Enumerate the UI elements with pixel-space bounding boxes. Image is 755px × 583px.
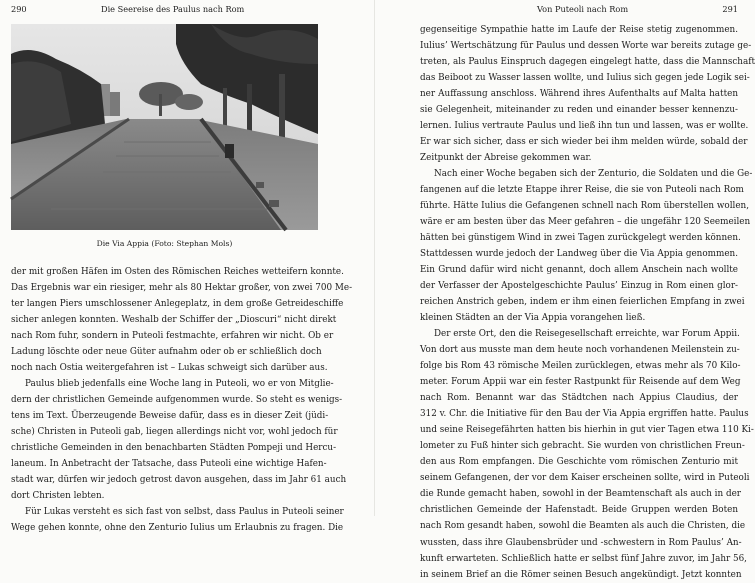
text-line: Das Ergebnis war ein riesiger, mehr als 80 Hektar großer, von zwei 700 Me- xyxy=(11,283,353,294)
text-line: das Beiboot zu Wasser lassen wollte, und Iulius sich gegen jede Logik sei- xyxy=(420,73,750,84)
text-line: und seine Reisegefährten hatten bis hierhin in gut vier Tagen etwa 110 Ki- xyxy=(420,425,754,436)
text-line: nach Rom gesandt haben, sowohl die Beamten als auch die Christen, die xyxy=(420,521,746,532)
text-line: gegenseitige Sympathie hatte im Laufe der Reise stetig zugenommen. xyxy=(420,25,738,35)
text-line: 312 v. Chr. die Initiative für den Bau der Via Appia ergriffen hatte. Paulus xyxy=(420,409,749,420)
text-line: lometer zu Fuß hinter sich gebracht. Sie wurden von christlichen Freun- xyxy=(420,441,745,452)
text-line: treten, als Paulus Einspruch dagegen eingelegt hatte, dass die Mannschaft xyxy=(420,57,755,68)
text-line: christliche Gemeinden in den benachbarten Städten Pompeji und Hercu- xyxy=(11,443,337,454)
text-line: stadt war, dürfen wir jedoch getrost davon ausgehen, dass im Jahr 61 auch xyxy=(11,475,347,486)
text-line: Iulius’ Wertschätzung für Paulus und dessen Worte war bereits zutage ge- xyxy=(420,41,752,52)
text-line: wussten, dass ihre Glaubensbrüder und -schwestern in Rom Paulus’ An- xyxy=(420,537,742,548)
text-line: ner Auffassung anschloss. Während ihres Aufenthalts auf Malta hatten xyxy=(420,89,738,100)
right-page xyxy=(375,0,755,580)
text-line: sie Gelegenheit, miteinander zu reden und einander besser kennenzu- xyxy=(420,105,738,116)
text-line: laneum. In Anbetracht der Tatsache, dass Puteoli eine wichtige Hafen- xyxy=(11,459,327,470)
text-line: sche) Christen in Puteoli gab, liegen allerdings nicht vor, wohl jedoch für xyxy=(11,427,338,438)
text-line: Paulus blieb jedenfalls eine Woche lang in Puteoli, wo er von Mitglie- xyxy=(25,379,334,390)
page-number: 291 xyxy=(722,4,738,14)
text-line: reichen Anstrich geben, indem er ihm einen feierlichen Empfang in zwei xyxy=(420,297,745,308)
text-line: dern der christlichen Gemeinde aufgenommen wurde. So steht es wenigs- xyxy=(11,395,343,406)
text-line: sicher anlegen konnten. Weshalb der Schiffer der „Dioscuri“ nicht direkt xyxy=(11,315,337,326)
text-line: in seinem Brief an die Römer seinen Besuch angekündigt. Jetzt konnten xyxy=(420,569,742,580)
text-line: christlichen Gemeinde der Hafenstadt. Beide Gruppen werden Boten xyxy=(420,505,738,516)
text-line: Wege gehen konnte, ohne den Zenturio Iulius um Erlaubnis zu fragen. Die xyxy=(11,523,344,534)
text-line: hätten bei günstigem Wind in zwei Tagen zurückgelegt werden können. xyxy=(420,233,741,244)
text-line: Stattdessen wurde jedoch der Landweg über die Via Appia genommen. xyxy=(420,249,738,260)
running-head: Von Puteoli nach Rom xyxy=(537,4,629,14)
text-line: nach Rom fuhr, sondern in Puteoli festmachte, erfahren wir nicht. Ob er xyxy=(11,331,334,342)
text-line: Zeitpunkt der Abreise gekommen war. xyxy=(420,153,592,164)
text-line: Für Lukas versteht es sich fast von selbst, dass Paulus in Puteoli seiner xyxy=(25,507,344,518)
page-number: 290 xyxy=(11,4,27,14)
text-line: Der erste Ort, den die Reisegesellschaft erreichte, war Forum Appii. xyxy=(434,329,740,340)
text-line: kunft erwarteten. Schließlich hatte er selbst fünf Jahre zuvor, im Jahr 56, xyxy=(420,553,747,564)
text-line: Er war sich sicher, dass er sich wieder bei ihm melden würde, sobald der xyxy=(420,137,748,148)
text-line: noch nach Ostia weitergefahren ist – Lukas schweigt sich darüber aus. xyxy=(11,363,328,374)
text-line: ter langen Piers umschlossener Anlegeplatz, in dem große Getreideschiffe xyxy=(11,299,344,310)
text-line: den aus Rom empfangen. Die Geschichte vom römischen Zenturio mit xyxy=(420,457,738,468)
text-line: meter. Forum Appii war ein fester Rastpunkt für Reisende auf dem Weg xyxy=(420,377,741,388)
text-line: lernen. Iulius vertraute Paulus und ließ ihn tun und lassen, was er wollte. xyxy=(420,121,749,132)
text-line: Von dort aus musste man dem heute noch vorhandenen Meilenstein zu- xyxy=(420,345,740,356)
text-line: nach Rom. Benannt war das Städtchen nach Appius Claudius, der xyxy=(420,393,738,404)
via-appia-photo xyxy=(11,24,318,230)
text-line: dort Christen lebten. xyxy=(11,491,105,502)
text-line: folge bis Rom 43 römische Meilen zurücklegen, etwas mehr als 70 Kilo- xyxy=(420,361,741,372)
text-line: wäre er am besten über das Meer gefahren – die ungefähr 120 Seemeilen xyxy=(420,217,751,228)
text-line: der Verfasser der Apostelgeschichte Paulus’ Einzug in Rom einen glor- xyxy=(420,281,738,292)
text-line: Ladung löschte oder neue Güter aufnahm oder ob er schließlich doch xyxy=(11,347,322,358)
text-line: kleinen Städten an der Via Appia vorangehen ließ. xyxy=(420,313,646,324)
figure-caption: Die Via Appia (Foto: Stephan Mols) xyxy=(96,239,233,248)
running-head: Die Seereise des Paulus nach Rom xyxy=(101,4,245,14)
text-line: die Runde gemacht haben, sowohl in der Beamtenschaft als auch in der xyxy=(420,489,742,500)
text-line: tens im Text. Überzeugende Beweise dafür, dass es in dieser Zeit (jüdi- xyxy=(11,411,329,422)
text-line: seinem Gefangenen, der vor dem Kaiser erscheinen sollte, wird in Puteoli xyxy=(420,473,750,484)
right-body-text xyxy=(420,22,755,583)
text-line: der mit großen Häfen im Osten des Römischen Reiches wetteifern konnte. xyxy=(11,267,344,277)
text-line: fangenen auf die letzte Etappe ihrer Reise, die sie von Puteoli nach Rom xyxy=(420,185,744,196)
text-line: führte. Hätte Iulius die Gefangenen schnell nach Rom überstellen wollen, xyxy=(420,201,750,212)
text-line: Nach einer Woche begaben sich der Zenturio, die Soldaten und die Ge- xyxy=(434,169,753,180)
left-body-text xyxy=(11,264,353,536)
text-line: Ein Grund dafür wird nicht genannt, doch allem Anschein nach wollte xyxy=(420,265,738,276)
left-page xyxy=(0,0,375,534)
